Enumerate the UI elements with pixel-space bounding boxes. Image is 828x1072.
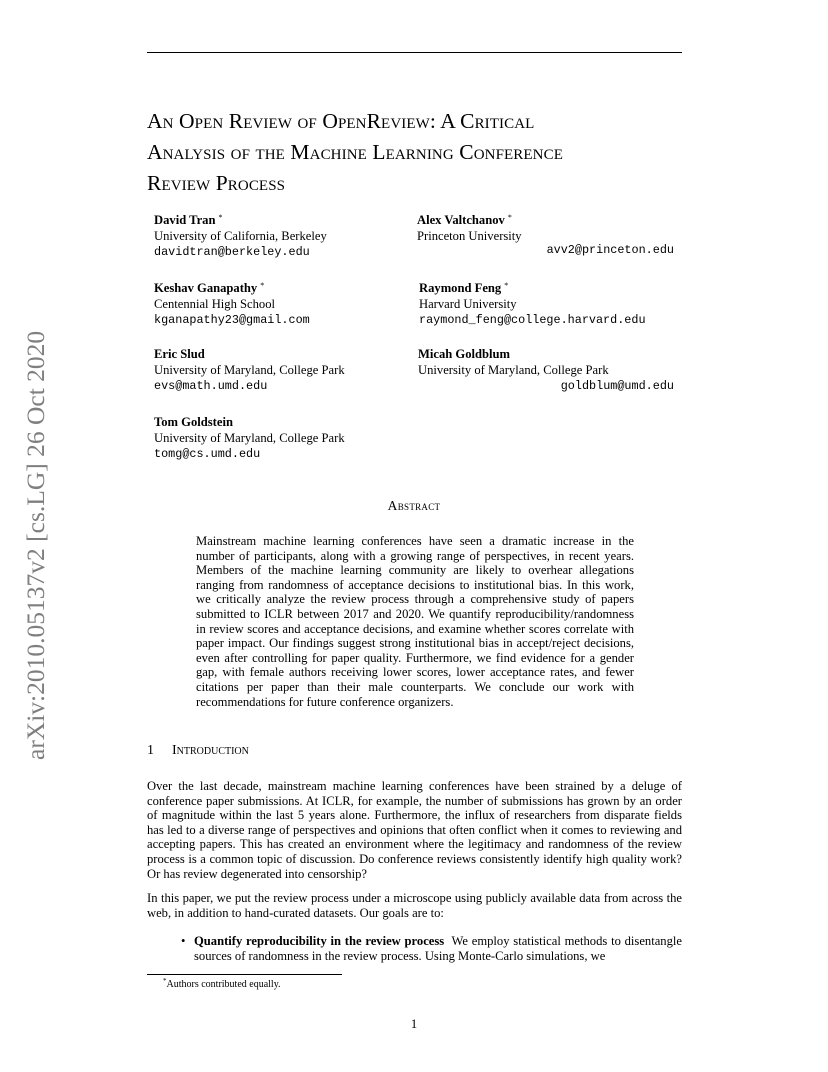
author-name: Tom Goldstein bbox=[154, 415, 233, 429]
author-name: Alex Valtchanov * bbox=[417, 213, 512, 227]
author-email: tomg@cs.umd.edu bbox=[154, 447, 261, 461]
footnote-rule bbox=[147, 974, 342, 975]
author-block bbox=[419, 278, 676, 328]
footnote bbox=[163, 977, 281, 990]
title-line: Review Process bbox=[147, 171, 286, 195]
bullet-body: We employ statistical methods to disentangle sources of randomness in the review process. Using Monte-Carlo simulations, we bbox=[194, 934, 682, 963]
author-name: David Tran * bbox=[154, 213, 223, 227]
equal-contribution-mark: * bbox=[218, 213, 223, 222]
author-email: kganapathy23@gmail.com bbox=[154, 313, 310, 327]
title-line: Analysis of the Machine Learning Conference bbox=[147, 140, 563, 164]
author-affiliation: University of California, Berkeley bbox=[154, 229, 327, 243]
author-affiliation: Harvard University bbox=[419, 297, 517, 311]
paper-title bbox=[147, 106, 687, 199]
author-name: Raymond Feng * bbox=[419, 281, 509, 295]
body-paragraph: In this paper, we put the review process under a microscope using publicly available data from across the web, in addition to hand-curated datasets. Our goals are to: bbox=[147, 891, 682, 920]
list-item bbox=[181, 934, 682, 963]
footnote-mark: * bbox=[163, 977, 167, 985]
section-heading bbox=[147, 743, 249, 759]
author-affiliation: Centennial High School bbox=[154, 297, 276, 311]
author-block bbox=[154, 346, 384, 394]
author-email: evs@math.umd.edu bbox=[154, 379, 268, 393]
equal-contribution-mark: * bbox=[507, 213, 512, 222]
page-number: 1 bbox=[410, 1017, 418, 1031]
author-email: raymond_feng@college.harvard.edu bbox=[419, 313, 646, 327]
section-title: Introduction bbox=[172, 743, 249, 758]
abstract-text: Mainstream machine learning conferences have seen a dramatic increase in the number of participants, along with a growing range of perspectives, in recent years. Members of the machine learning community are likely to overhear allegations ranging from randomness of acceptance decisions to institutional bias. In this work, we critically analyze the review process through a comprehensive study of papers submitted to ICLR between 2017 and 2020. We quantify reproducibility/randomness in review scores and acceptance decisions, and examine whether scores correlate with paper impact. Our findings suggest strong institutional bias in accept/reject decisions, even after controlling for paper quality. Furthermore, we find evidence for a gender gap, with female authors receiving lower scores, lower acceptance rates, and fewer citations per paper than their male counterparts. We conclude our work with recommendations for future conference organizers. bbox=[196, 534, 634, 709]
title-line: An Open Review of OpenReview: A Critical bbox=[147, 109, 535, 133]
author-block bbox=[418, 346, 674, 394]
author-affiliation: University of Maryland, College Park bbox=[154, 363, 345, 377]
author-block bbox=[417, 210, 674, 258]
body-paragraph: Over the last decade, mainstream machine learning conferences have been strained by a deluge of conference paper submissions. At ICLR, for example, the number of submissions has grown by an order of magnitude within the last 5 years alone. Furthermore, the influx of researchers from disparate fields has led to a diverse range of perspectives and opinions that often conflict when it comes to reviewing and accepting papers. This has created an environment where the legitimacy and randomness of the review process is a common topic of discussion. Do conference reviews consistently identify high quality work? Or has review degenerated into censorship? bbox=[147, 779, 682, 881]
equal-contribution-mark: * bbox=[504, 281, 509, 290]
equal-contribution-mark: * bbox=[260, 281, 265, 290]
author-email: goldblum@umd.edu bbox=[560, 379, 674, 393]
author-email: davidtran@berkeley.edu bbox=[154, 245, 310, 259]
author-affiliation: University of Maryland, College Park bbox=[154, 431, 345, 445]
author-email: avv2@princeton.edu bbox=[546, 243, 674, 257]
author-name: Micah Goldblum bbox=[418, 347, 511, 361]
author-block bbox=[154, 414, 384, 462]
section-number: 1 bbox=[147, 743, 154, 758]
bullet-text bbox=[194, 934, 682, 963]
top-rule bbox=[147, 52, 682, 53]
arxiv-identifier-stamp: arXiv:2010.05137v2 [cs.LG] 26 Oct 2020 bbox=[21, 330, 50, 760]
author-affiliation: University of Maryland, College Park bbox=[418, 363, 609, 377]
abstract-heading: Abstract bbox=[387, 498, 441, 513]
bullet-marker: • bbox=[181, 934, 186, 948]
author-affiliation: Princeton University bbox=[417, 229, 522, 243]
author-name: Keshav Ganapathy * bbox=[154, 281, 265, 295]
bullet-bold-lead: Quantify reproducibility in the review process bbox=[194, 934, 445, 948]
footnote-text: Authors contributed equally. bbox=[166, 979, 281, 990]
author-name: Eric Slud bbox=[154, 347, 205, 361]
author-block bbox=[154, 210, 384, 260]
author-block bbox=[154, 278, 384, 328]
